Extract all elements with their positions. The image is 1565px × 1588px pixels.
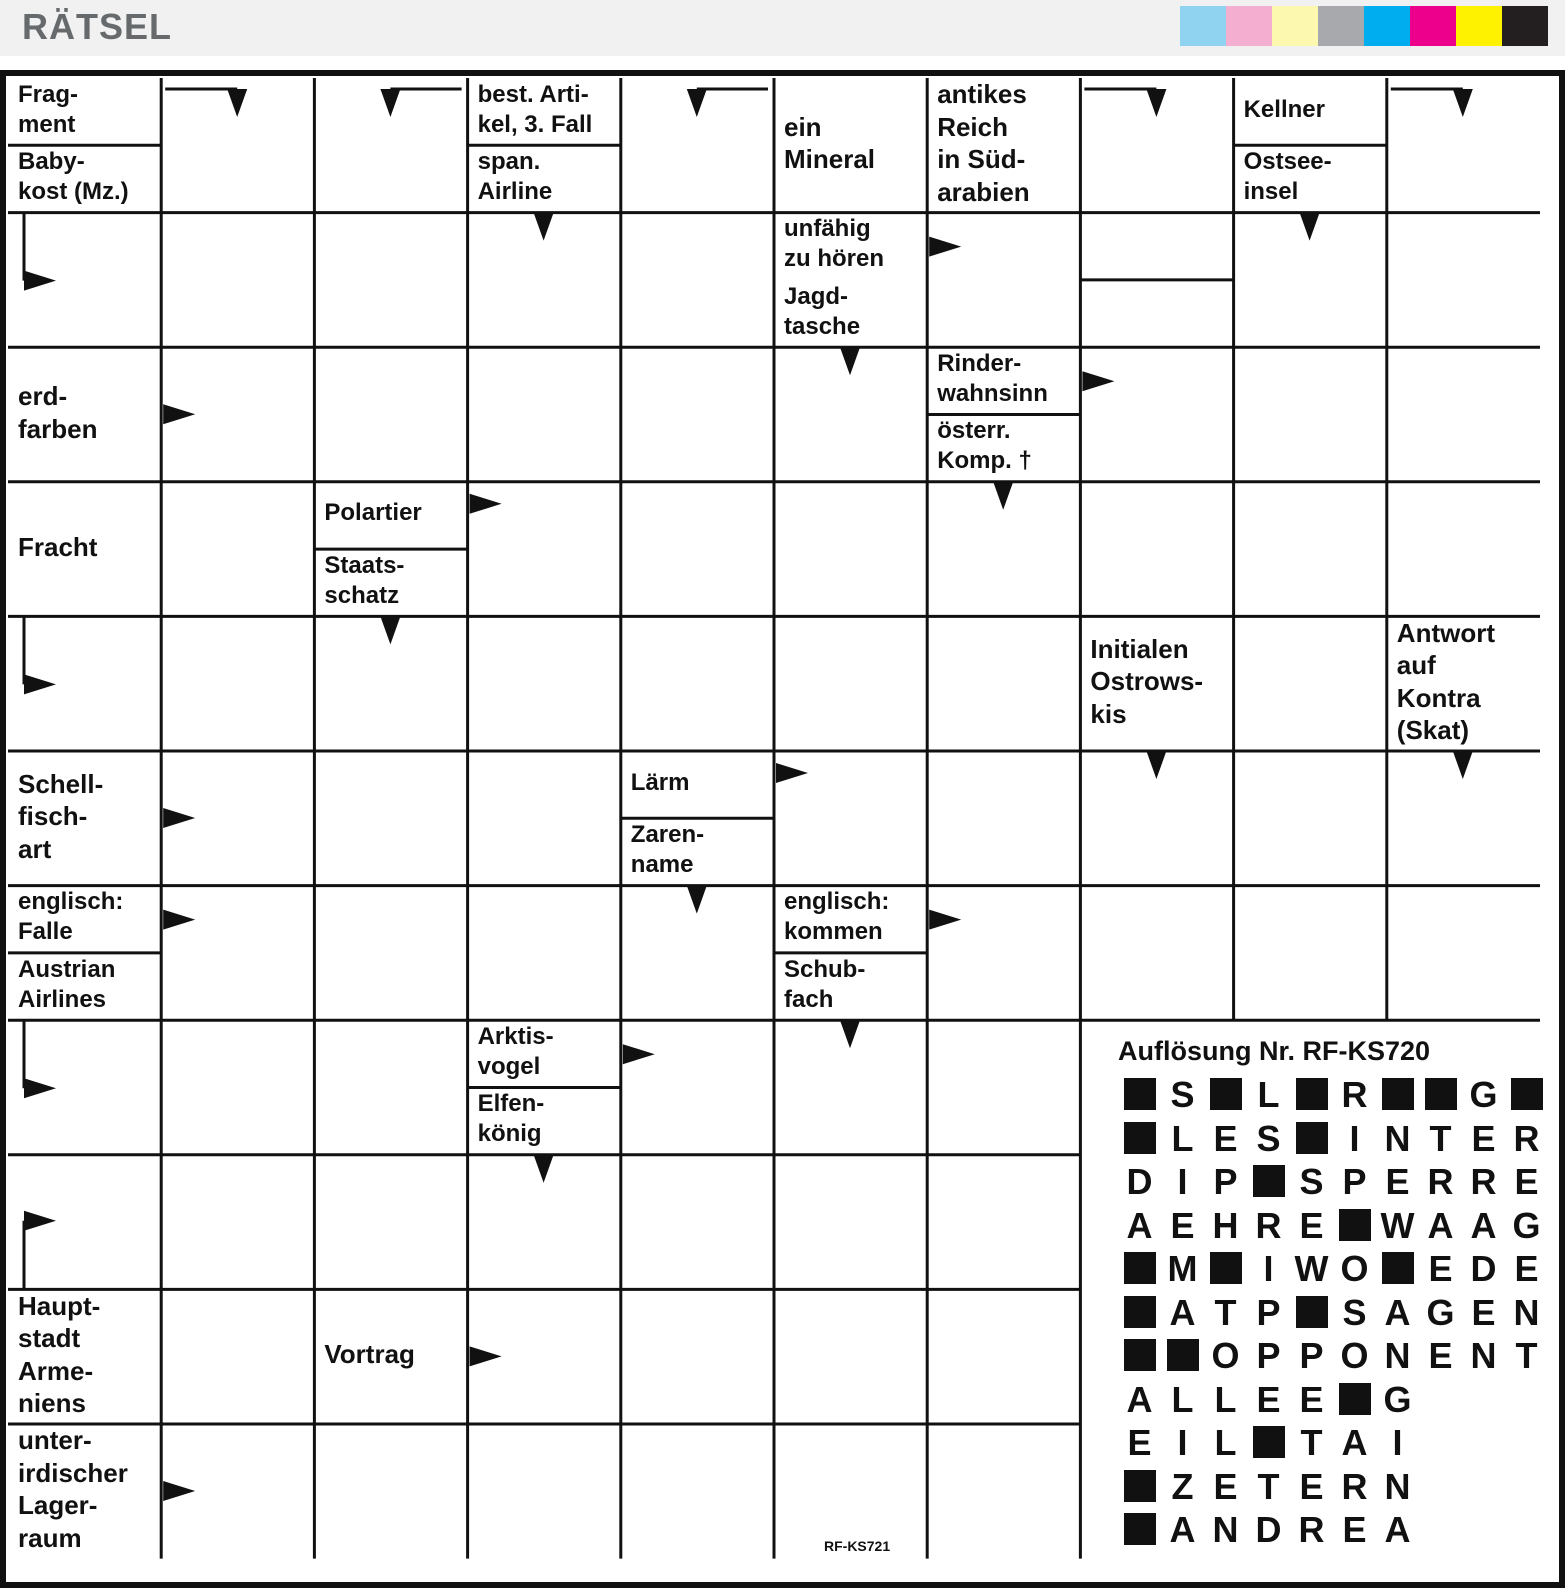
clue-text: Frag- ment	[18, 80, 78, 138]
solution-row	[1118, 1509, 1419, 1551]
solution-letter: A	[1427, 1204, 1454, 1246]
solution-letter: N	[1470, 1335, 1497, 1376]
solution-letter: T	[1300, 1422, 1323, 1463]
solution-row	[1118, 1161, 1548, 1203]
arrow-down-icon	[687, 89, 707, 117]
clue-text: Staats- schatz	[324, 551, 405, 609]
solution-letter: P	[1213, 1161, 1238, 1202]
solution-letter: E	[1299, 1378, 1324, 1420]
solution-black-square	[1118, 1509, 1161, 1551]
solution-letter: A	[1384, 1291, 1411, 1333]
puzzle-code: RF-KS721	[824, 1538, 891, 1554]
solution-letter: E	[1170, 1204, 1195, 1246]
solution-letter: G	[1512, 1204, 1541, 1246]
solution-letter: E	[1213, 1117, 1238, 1159]
solution-letter: E	[1514, 1248, 1539, 1289]
solution-letter: A	[1169, 1291, 1196, 1333]
clue-text: englisch: Falle	[18, 888, 124, 946]
solution-letter: E	[1471, 1291, 1496, 1333]
solution-letter: S	[1256, 1117, 1281, 1159]
solution-letter: R	[1470, 1161, 1497, 1202]
solution-letter: T	[1515, 1335, 1538, 1376]
arrow-right-icon	[623, 1044, 655, 1064]
solution-letter: T	[1214, 1291, 1237, 1333]
solution-letter: L	[1214, 1378, 1237, 1420]
arrow-down-icon	[1146, 89, 1166, 117]
clue-text: Elfen- könig	[477, 1090, 545, 1148]
solution-row	[1118, 1205, 1548, 1247]
arrow-down-icon	[1300, 213, 1320, 241]
clue-text: erd- farben	[18, 381, 98, 444]
arrow-down-icon	[1453, 89, 1473, 117]
solution-black-square	[1505, 1074, 1548, 1116]
arrow-right-icon	[163, 910, 195, 930]
color-swatch	[1180, 6, 1226, 46]
arrow-right-icon	[24, 271, 56, 291]
solution-letter: L	[1171, 1117, 1194, 1159]
solution-letter: A	[1341, 1422, 1368, 1463]
solution-letter: A	[1169, 1509, 1196, 1550]
solution-letter: O	[1211, 1335, 1240, 1376]
arrow-right-icon	[24, 1078, 56, 1098]
arrow-right-icon	[470, 494, 502, 514]
color-swatch	[1226, 6, 1272, 46]
clue-text: österr. Komp. †	[937, 417, 1032, 475]
solution-letter: R	[1255, 1204, 1282, 1246]
color-swatch	[1318, 6, 1364, 46]
solution-black-square	[1118, 1118, 1161, 1160]
solution-letter: N	[1212, 1509, 1239, 1550]
clue-text: Baby- kost (Mz.)	[18, 147, 129, 205]
solution-letter: D	[1126, 1161, 1153, 1202]
arrow-right-icon	[163, 1481, 195, 1501]
arrow-right-icon	[24, 674, 56, 694]
clue-text: Vortrag	[324, 1339, 415, 1370]
solution-letter: L	[1171, 1378, 1194, 1420]
solution-letter: I	[1177, 1422, 1188, 1463]
solution-letter: G	[1383, 1378, 1412, 1420]
crossword-puzzle	[0, 70, 1565, 1588]
solution-black-square	[1118, 1292, 1161, 1334]
clue-text: Arktis- vogel	[477, 1022, 554, 1080]
solution-letter: W	[1380, 1204, 1415, 1246]
solution-letter: D	[1255, 1509, 1282, 1550]
arrow-down-icon	[687, 886, 707, 914]
color-swatch	[1272, 6, 1318, 46]
solution-letter: T	[1429, 1117, 1452, 1159]
clue-text: Haupt- stadt Arme- niens	[18, 1290, 101, 1419]
arrow-right-icon	[470, 1346, 502, 1366]
clue-text: best. Arti- kel, 3. Fall	[477, 80, 593, 138]
clue-text: Rinder- wahnsinn	[937, 349, 1048, 407]
solution-letter: A	[1470, 1204, 1497, 1246]
solution-letter: N	[1384, 1335, 1411, 1376]
solution-black-square	[1290, 1074, 1333, 1116]
clue-text: Polartier	[324, 499, 422, 527]
solution-letter: S	[1170, 1074, 1195, 1115]
solution-letter: A	[1384, 1509, 1411, 1550]
arrow-down-icon	[534, 1155, 554, 1183]
solution-letter: P	[1299, 1335, 1324, 1376]
solution-black-square	[1118, 1248, 1161, 1290]
solution-letter: D	[1470, 1248, 1497, 1289]
color-swatch	[1502, 6, 1548, 46]
arrow-down-icon	[840, 1020, 860, 1048]
solution-letter: E	[1514, 1161, 1539, 1202]
arrow-right-icon	[1082, 371, 1114, 391]
solution-letter: I	[1349, 1117, 1360, 1159]
solution-black-square	[1161, 1335, 1204, 1377]
solution-letter: E	[1342, 1509, 1367, 1550]
solution-letter: O	[1340, 1335, 1369, 1376]
solution-black-square	[1204, 1248, 1247, 1290]
solution-black-square	[1290, 1118, 1333, 1160]
clue-text: englisch: kommen	[784, 888, 890, 946]
solution-letter: E	[1299, 1204, 1324, 1246]
solution-row	[1118, 1379, 1419, 1421]
solution-letter: E	[1471, 1117, 1496, 1159]
clue-text: ein Mineral	[784, 111, 876, 175]
arrow-down-icon	[840, 347, 860, 375]
clue-text: Ostsee- insel	[1243, 147, 1332, 205]
arrow-down-icon	[1146, 751, 1166, 779]
solution-letter: L	[1257, 1074, 1280, 1115]
solution-letter: N	[1384, 1465, 1411, 1507]
solution-black-square	[1376, 1248, 1419, 1290]
solution-letter: P	[1342, 1161, 1367, 1202]
solution-black-square	[1290, 1292, 1333, 1334]
solution-letter: S	[1299, 1161, 1324, 1202]
arrow-right-icon	[929, 237, 961, 257]
page-title: RÄTSEL	[22, 6, 172, 47]
solution-letter: E	[1428, 1248, 1453, 1289]
clue-text: Fracht	[18, 531, 98, 562]
solution-letter: R	[1513, 1117, 1540, 1159]
solution-letter: A	[1126, 1378, 1153, 1420]
solution-letter: G	[1469, 1074, 1498, 1115]
arrow-down-icon	[993, 482, 1013, 510]
clue-text: Schell- fisch- art	[18, 768, 104, 864]
clue-text: Zaren- name	[630, 820, 705, 878]
arrow-right-icon	[929, 910, 961, 930]
arrow-right-icon	[163, 808, 195, 828]
solution-black-square	[1204, 1074, 1247, 1116]
clue-text: Lärm	[630, 768, 690, 796]
arrow-right-icon	[163, 404, 195, 424]
solution-row	[1118, 1292, 1548, 1334]
clue-text: Kellner	[1243, 95, 1325, 123]
solution-letter: Z	[1171, 1465, 1194, 1507]
solution-letter: N	[1513, 1291, 1540, 1333]
solution-letter: R	[1341, 1074, 1368, 1115]
solution-letter: T	[1257, 1465, 1280, 1507]
solution-row	[1118, 1335, 1548, 1377]
solution-letter: N	[1384, 1117, 1411, 1159]
solution-letter: G	[1426, 1291, 1455, 1333]
solution-row	[1118, 1074, 1548, 1116]
solution-letter: E	[1127, 1422, 1152, 1463]
solution-letter: R	[1341, 1465, 1368, 1507]
clue-text: span. Airline	[477, 147, 553, 205]
solution-letter: W	[1294, 1248, 1329, 1289]
clue-text: unfähig zu hören	[784, 215, 884, 273]
color-swatch	[1456, 6, 1502, 46]
solution-title: Auflösung Nr. RF-KS720	[1118, 1036, 1431, 1066]
solution-letter: E	[1299, 1465, 1324, 1507]
solution-black-square	[1333, 1379, 1376, 1421]
color-swatch	[1410, 6, 1456, 46]
arrow-down-icon	[227, 89, 247, 117]
solution-black-square	[1376, 1074, 1419, 1116]
solution-row	[1118, 1248, 1548, 1290]
clue-text: unter- irdischer Lager- raum	[18, 1425, 128, 1553]
clue-text: Antwort auf Kontra (Skat)	[1396, 617, 1495, 746]
clue-text: Jagd- tasche	[784, 282, 861, 340]
clue-text: Initialen Ostrows- kis	[1090, 633, 1204, 729]
arrow-down-icon	[1453, 751, 1473, 779]
solution-letter: L	[1214, 1422, 1237, 1463]
solution-row	[1118, 1422, 1419, 1464]
solution-black-square	[1419, 1074, 1462, 1116]
solution-black-square	[1118, 1466, 1161, 1508]
arrow-down-icon	[380, 89, 400, 117]
solution-letter: I	[1392, 1422, 1403, 1463]
solution-row	[1118, 1118, 1548, 1160]
solution-letter: P	[1256, 1291, 1281, 1333]
header-bar	[0, 0, 1565, 56]
clue-text: antikes Reich in Süd- arabien	[937, 79, 1030, 207]
clue-text: Schub- fach	[784, 955, 866, 1013]
solution-letter: A	[1126, 1204, 1153, 1246]
solution-black-square	[1118, 1074, 1161, 1116]
solution-letter: R	[1298, 1509, 1325, 1550]
solution-letter: R	[1427, 1161, 1454, 1202]
solution-letter: M	[1167, 1248, 1198, 1289]
solution-letter: E	[1213, 1465, 1238, 1507]
solution-letter: S	[1342, 1291, 1367, 1333]
clue-text: Austrian Airlines	[18, 955, 116, 1013]
solution-black-square	[1247, 1422, 1290, 1464]
solution-row	[1118, 1466, 1419, 1508]
solution-letter: P	[1256, 1335, 1281, 1376]
solution-letter: E	[1385, 1161, 1410, 1202]
solution-letter: I	[1263, 1248, 1274, 1289]
solution-letter: E	[1428, 1335, 1453, 1376]
arrow-right-icon	[776, 763, 808, 783]
solution-letter: H	[1212, 1204, 1239, 1246]
arrow-down-icon	[380, 616, 400, 644]
solution-black-square	[1118, 1335, 1161, 1377]
solution-black-square	[1247, 1161, 1290, 1203]
solution-letter: I	[1177, 1161, 1188, 1202]
solution-letter: E	[1256, 1378, 1281, 1420]
solution-black-square	[1333, 1205, 1376, 1247]
color-swatch	[1364, 6, 1410, 46]
arrow-down-icon	[534, 213, 554, 241]
arrow-right-icon	[24, 1211, 56, 1231]
solution-letter: O	[1340, 1248, 1369, 1289]
